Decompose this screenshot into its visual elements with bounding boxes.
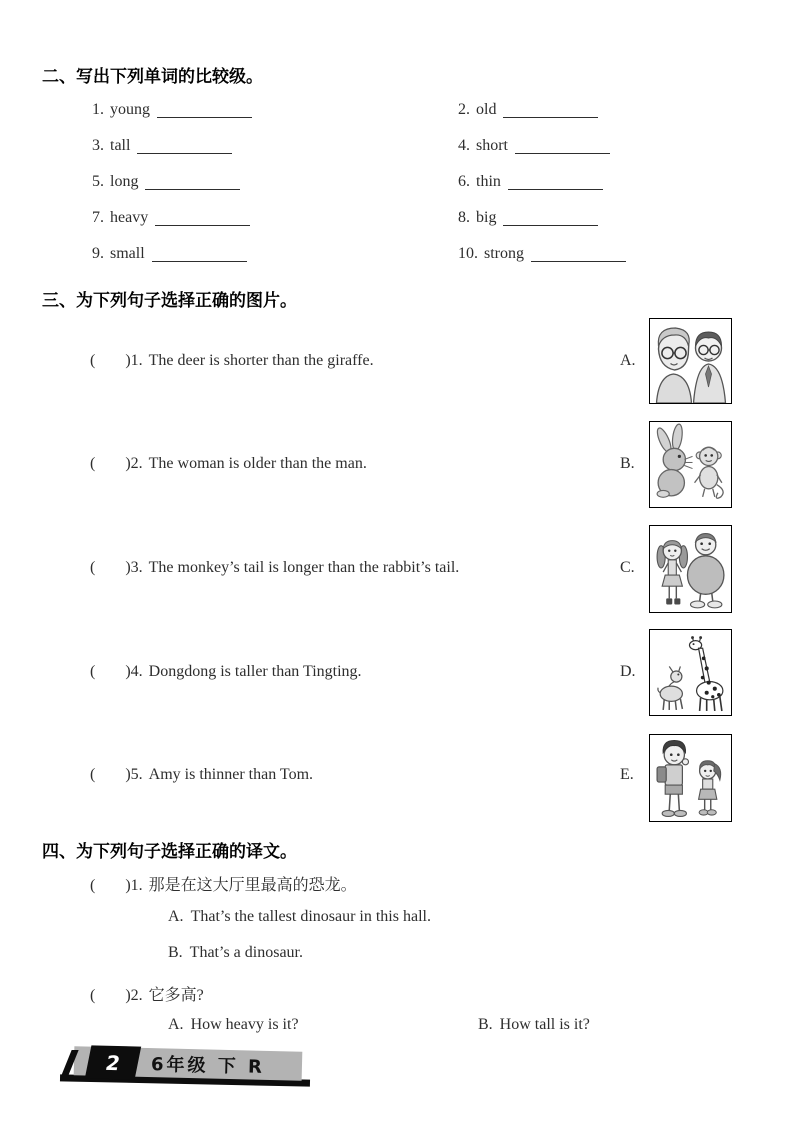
choice-text: That’s the tallest dinosaur in this hall. [190,908,431,925]
option-letter-E: E. [620,766,634,783]
word-item-1 [92,101,252,119]
option-letter-C: C. [620,559,635,576]
word-label: strong [484,245,524,262]
word-label: small [110,245,145,262]
choice-label: B. [478,1016,493,1033]
picture-option-E [649,734,732,822]
question-number: 1. [130,352,143,369]
answer-blank [508,189,603,191]
option-letter-A: A. [620,352,636,369]
option-letter-B: B. [620,455,635,472]
item-number: 5. [92,173,104,190]
picture-option-C [649,525,732,613]
choice-4-1-B [168,944,303,962]
section-2-title: 二、写出下列单词的比较级。 [42,67,263,87]
question-text: Dongdong is taller than Tingting. [148,663,362,680]
question-text: The monkey’s tail is longer than the rabbit’s tail. [148,559,460,576]
thin-girl-and-fat-boy-illustration [650,526,731,612]
word-item-2 [458,101,598,119]
word-item-6 [458,173,603,191]
word-label: big [476,209,497,226]
question-3-1 [90,352,374,370]
picture-option-D [649,629,732,716]
question-text: 它多高? [148,987,204,1004]
choice-label: A. [168,1016,184,1033]
word-item-8 [458,209,598,227]
page-number-badge [85,1045,141,1079]
item-number: 10. [458,245,478,262]
item-number: 9. [92,245,104,262]
word-label: heavy [110,209,149,226]
page-number: 2 [103,1050,123,1075]
answer-blank [152,261,247,263]
rabbit-and-monkey-illustration [650,422,731,507]
question-3-4 [90,663,362,681]
close-paren: ) [125,877,131,894]
answer-blank [137,153,232,155]
question-4-1 [90,872,357,895]
answer-blank [503,117,598,119]
word-item-7 [92,209,250,227]
picture-option-B [649,421,732,508]
item-number: 6. [458,173,470,190]
word-label: tall [110,137,131,154]
open-paren: ( [90,877,96,894]
close-paren: ) [125,987,131,1004]
option-letter-D: D. [620,663,636,680]
section-4-title: 四、为下列句子选择正确的译文。 [42,842,297,862]
deer-and-giraffe-illustration [650,630,731,715]
question-text: 那是在这大厅里最高的恐龙。 [148,877,357,894]
choice-label: B. [168,944,183,961]
open-paren: ( [90,559,96,576]
answer-blank [503,225,598,227]
answer-blank [155,225,250,227]
item-number: 8. [458,209,470,226]
word-label: long [110,173,139,190]
question-number: 1. [130,877,143,894]
word-label: young [110,101,150,118]
word-item-3 [92,137,232,155]
question-number: 5. [130,766,143,783]
word-label: old [476,101,497,118]
close-paren: ) [125,352,131,369]
item-number: 1. [92,101,104,118]
question-text: The deer is shorter than the giraffe. [148,352,374,369]
close-paren: ) [125,663,131,680]
open-paren: ( [90,987,96,1004]
word-item-9 [92,245,247,263]
word-item-4 [458,137,610,155]
answer-blank [157,117,252,119]
close-paren: ) [125,559,131,576]
open-paren: ( [90,766,96,783]
section-3-title: 三、为下列句子选择正确的图片。 [42,291,297,311]
item-number: 4. [458,137,470,154]
close-paren: ) [125,455,131,472]
question-number: 3. [130,559,143,576]
question-3-3 [90,559,459,577]
picture-option-A [649,318,732,404]
item-number: 3. [92,137,104,154]
choice-text: That’s a dinosaur. [189,944,303,961]
question-number: 2. [130,455,143,472]
open-paren: ( [90,352,96,369]
answer-blank [145,189,240,191]
choice-label: A. [168,908,184,925]
question-number: 2. [130,987,143,1004]
item-number: 7. [92,209,104,226]
question-4-2 [90,982,204,1005]
choice-4-1-A [168,908,431,926]
choice-text: How tall is it? [499,1016,590,1033]
open-paren: ( [90,455,96,472]
open-paren: ( [90,663,96,680]
question-3-5 [90,766,313,784]
word-label: thin [476,173,501,190]
choice-text: How heavy is it? [190,1016,299,1033]
answer-blank [531,261,626,263]
item-number: 2. [458,101,470,118]
question-text: Amy is thinner than Tom. [148,766,314,783]
question-text: The woman is older than the man. [148,455,367,472]
question-3-2 [90,455,367,473]
choice-4-2-A [168,1016,299,1034]
answer-blank [515,153,610,155]
edition-label: 6年级 下 R [150,1053,266,1078]
tall-boy-and-short-girl-illustration [650,735,731,821]
word-label: short [476,137,508,154]
word-item-10 [458,245,626,263]
word-item-5 [92,173,240,191]
choice-4-2-B [478,1016,590,1034]
question-number: 4. [130,663,143,680]
close-paren: ) [125,766,131,783]
old-woman-and-man-illustration [650,319,731,403]
